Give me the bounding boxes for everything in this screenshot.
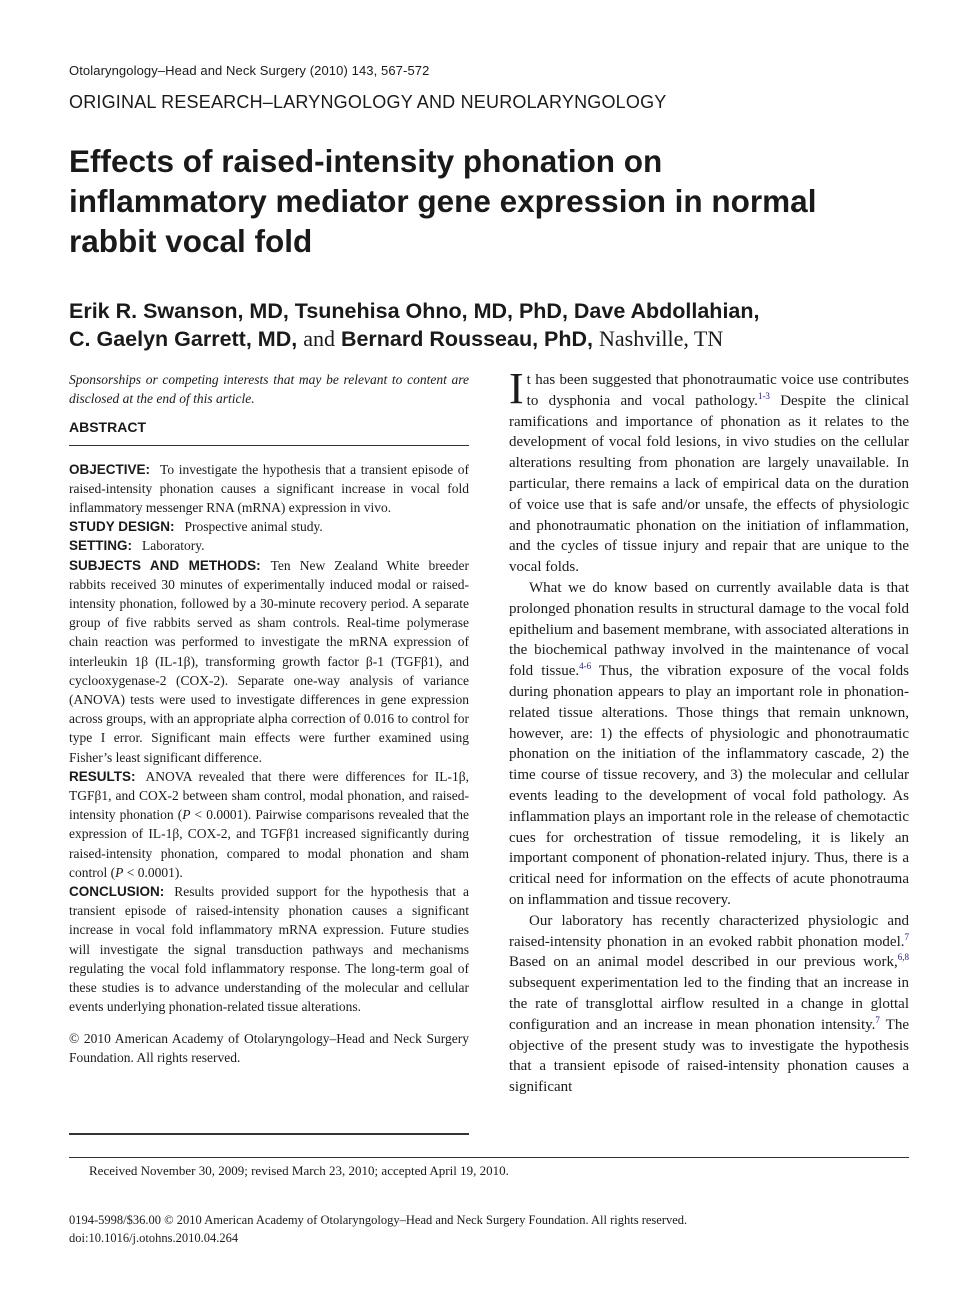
abstract-conclusion — [69, 882, 469, 1016]
p-value-symbol: P — [182, 807, 191, 823]
results-text-1: ANOVA revealed that there were differences for IL-1β, TGFβ1, and COX-2 between sham control, modal phonation, and raised-intensity phonation ( — [69, 768, 469, 823]
abstract-design — [69, 517, 469, 536]
journal-citation: Otolaryngology–Head and Neck Surgery (2010) 143, 567-572 — [69, 63, 430, 78]
reference-link[interactable]: 1-3 — [757, 390, 770, 401]
drop-cap: I — [509, 364, 524, 413]
results-label: RESULTS: — [69, 768, 136, 784]
reference-link[interactable]: 4-6 — [579, 661, 592, 672]
objective-text: To investigate the hypothesis that a transient episode of raised-intensity phonation causes a significant increase in vocal fold inflammatory messenger RNA (mRNA) expression in vivo. — [69, 461, 469, 516]
body-text: subsequent experimentation led to the finding that an increase in the rate of transglottal airflow resulted in a change in glottal configuration and an increase in mean phonation intensity. — [509, 975, 909, 1033]
methods-text: Ten New Zealand White breeder rabbits received 30 minutes of experimentally induced modal or raised-intensity phonation, followed by a 30-minute recovery period. A separate group of five rabbits served as sham controls. Real-time polymerase chain reaction was performed to investigate the mRNA expression of interleukin 1β (IL-1β), transforming growth factor β-1 (TGFβ1), and cyclooxygenase-2 (COX-2). Separate one-way analysis of variance (ANOVA) tests were used to investigate differences in gene expression across groups, with an appropriate alpha correction of 0.016 to control for type I error. Significant main effects were further examined using Fisher’s least significant difference. — [69, 557, 470, 765]
body-text: Our laboratory has recently characterized physiologic and raised-intensity phonation in an evoked rabbit phonation model. — [509, 912, 909, 950]
results-text-2: < 0.0001). Pairwise comparisons revealed that the expression of IL-1β, COX-2, and TGFβ1 increased significantly during raised-intensity phonation, compared to modal phonation and sham control ( — [69, 807, 469, 880]
author-location: Nashville, TN — [599, 326, 724, 351]
and-word: and — [303, 326, 335, 351]
body-text: What we do know based on currently available data is that prolonged phonation results in structural damage to the vocal fold epithelium and basement membrane, with associated alterations in the biochemical pathway involved in the maintenance of vocal fold tissue. — [509, 579, 909, 680]
design-text: Prospective animal study. — [184, 519, 323, 535]
authors-line-2a: C. Gaelyn Garrett, MD, — [69, 327, 298, 351]
body-text: Based on an animal model described in our previous work, — [509, 954, 898, 971]
results-text-3: < 0.0001). — [123, 864, 183, 880]
issn-line: 0194-5998/$36.00 © 2010 American Academy of Otolaryngology–Head and Neck Surgery Foundation. All rights reserved. — [69, 1213, 688, 1227]
setting-text: Laboratory. — [142, 538, 205, 554]
authors-line-1: Erik R. Swanson, MD, Tsunehisa Ohno, MD, PhD, Dave Abdollahian, — [69, 299, 760, 323]
reference-link[interactable]: 7 — [904, 931, 909, 942]
abstract-heading: ABSTRACT — [69, 418, 469, 445]
conclusion-text: Results provided support for the hypothesis that a transient episode of raised-intensity phonation causes a significant increase in vocal fold inflammatory mRNA expression. Future studies will investigate the signal transduction pathways and mechanisms regulating the vocal fold inflammatory response. The long-term goal of these studies is to advance understanding of the molecular and cellular events underlying phonation-related tissue alterations. — [69, 884, 469, 1015]
column-divider — [69, 1133, 469, 1135]
body-column — [509, 364, 909, 1098]
conclusion-label: CONCLUSION: — [69, 884, 165, 900]
received-dates: Received November 30, 2009; revised March 23, 2010; accepted April 19, 2010. — [89, 1163, 509, 1178]
methods-label: SUBJECTS AND METHODS: — [69, 557, 261, 573]
article-title: Effects of raised-intensity phonation on inflammatory mediator gene expression in normal rabbit vocal fold — [69, 143, 817, 259]
footer-copyright — [69, 1211, 687, 1247]
objective-label: OBJECTIVE: — [69, 461, 151, 477]
setting-label: SETTING: — [69, 538, 132, 554]
sponsorship-note: Sponsorships or competing interests that may be relevant to content are disclosed at the end of this article. — [69, 372, 469, 407]
body-paragraph — [509, 911, 909, 1098]
body-text: t has been suggested that phonotraumatic voice use contributes to dysphonia and vocal pathology. — [526, 372, 909, 409]
authors-line-2b: Bernard Rousseau, PhD, — [340, 327, 594, 351]
design-label: STUDY DESIGN: — [69, 519, 175, 535]
abstract-column — [69, 370, 469, 1080]
abstract-objective — [69, 460, 469, 518]
reference-link[interactable]: 7 — [875, 1014, 880, 1025]
abstract-methods — [69, 556, 469, 767]
body-paragraph — [509, 578, 909, 911]
abstract-results — [69, 767, 469, 882]
body-paragraph — [509, 364, 909, 578]
abstract-copyright: © 2010 American Academy of Otolaryngology–Head and Neck Surgery Foundation. All rights reserved. — [69, 1030, 469, 1065]
body-text: Despite the clinical ramifications and importance of phonation as it relates to the development of vocal fold lesions, in vivo studies on the cellular alterations resulting from phonation are largely unavailable. In particular, there remains a lack of empirical data on the duration of voice use that is safe and/or unsafe, the effects of physiologic and phonotraumatic phonation on the initiation of inflammation, and the cycles of tissue injury and repair that are unique to the vocal folds. — [509, 392, 909, 576]
abstract-setting — [69, 536, 469, 555]
author-list — [69, 297, 929, 353]
doi-link[interactable]: doi:10.1016/j.otohns.2010.04.264 — [69, 1231, 239, 1245]
section-heading: ORIGINAL RESEARCH–LARYNGOLOGY AND NEUROLARYNGOLOGY — [69, 92, 667, 112]
abstract-body — [69, 460, 469, 1017]
p-value-symbol: P — [115, 864, 124, 880]
body-text: The objective of the present study was to investigate the hypothesis that a transient episode of raised-intensity phonation causes a significant — [509, 1016, 909, 1096]
reference-link[interactable]: 6,8 — [897, 952, 909, 963]
footer-divider — [69, 1157, 909, 1158]
body-text: Thus, the vibration exposure of the vocal folds during phonation appears to play an important role in phonation-related tissue alterations. Those things that remain unknown, however, are: 1) the effects of physiologic and phonotraumatic phonation on the initiation of the inflammatory cascade, 2) the time course of tissue recovery, and 3) the molecular and cellular events leading to the development of vocal fold pathology. As inflammation plays an important role in the release of chemotactic cues for orchestration of tissue remodeling, it is likely an important component of phonation-related injury. Thus, there is a critical need for information on the effects of acute phonotrauma on inflammation and tissue recovery. — [509, 663, 909, 908]
